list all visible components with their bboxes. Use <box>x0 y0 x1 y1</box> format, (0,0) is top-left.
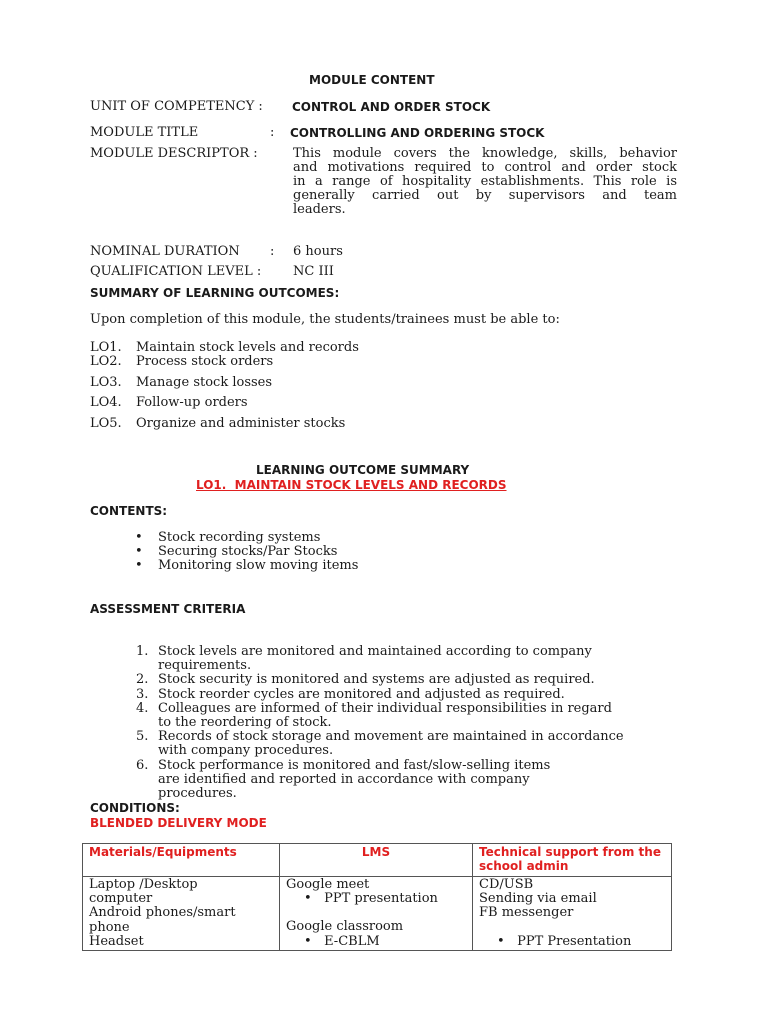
materials-line: computer <box>89 891 153 907</box>
materials-cell <box>83 877 280 951</box>
criterion-line: with company procedures. <box>158 743 334 759</box>
criterion-line: are identified and reported in accordance with company <box>158 771 530 787</box>
criterion-item: 3. Stock reorder cycles are monitored and adjusted as required. <box>136 686 565 702</box>
bullet-icon: • <box>135 558 143 574</box>
list-item: • Monitoring slow moving items <box>135 558 359 574</box>
lms-cell <box>280 877 473 951</box>
list-item: • Securing stocks/Par Stocks <box>135 544 338 560</box>
header-technical-support: Technical support from the school admin <box>473 844 672 877</box>
descriptor-line: generally carried out by supervisors and team <box>293 188 677 203</box>
criterion-line: procedures. <box>158 786 237 802</box>
support-line: Sending via email <box>479 891 597 907</box>
nominal-duration-label: NOMINAL DURATION <box>90 244 240 259</box>
lo-text: Process stock orders <box>136 354 274 369</box>
list-item: • Stock recording systems <box>135 530 321 545</box>
lo-text: Maintain stock levels and records <box>136 340 359 355</box>
module-content-heading: MODULE CONTENT <box>309 73 435 87</box>
lo-code: LO5. <box>90 416 122 431</box>
lms-google-classroom: Google classroom <box>286 919 404 935</box>
descriptor-line: and motivations required to control and order stock <box>293 160 677 175</box>
criterion-item: 2. Stock security is monitored and systems are adjusted as required. <box>136 672 595 688</box>
criterion-item: 6. Stock performance is monitored and fast/slow-selling items <box>136 757 551 773</box>
lo-text: Organize and administer stocks <box>136 416 346 431</box>
nominal-duration-value: 6 hours <box>293 244 343 259</box>
lo-text: Manage stock losses <box>136 375 273 390</box>
contents-heading: CONTENTS: <box>90 504 168 518</box>
contents-list <box>135 530 359 574</box>
nominal-duration-colon: : <box>270 244 275 259</box>
unit-of-competency-value: CONTROL AND ORDER STOCK <box>292 100 491 114</box>
descriptor-line: This module covers the knowledge, skills, behavior <box>293 146 677 161</box>
module-title-value: CONTROLLING AND ORDERING STOCK <box>290 126 545 140</box>
module-descriptor-label: MODULE DESCRIPTOR : <box>90 146 258 161</box>
materials-line: Laptop /Desktop <box>89 877 198 892</box>
bullet-icon: • <box>304 933 312 949</box>
bullet-icon: • <box>304 891 312 907</box>
support-list-item: • PPT Presentation <box>497 933 632 949</box>
lo1-heading: LO1. MAINTAIN STOCK LEVELS AND RECORDS <box>196 478 507 492</box>
lo-text: Follow-up orders <box>136 395 248 410</box>
support-line: FB messenger <box>479 905 574 921</box>
support-line: CD/USB <box>479 877 534 892</box>
criterion-item: 4. Colleagues are informed of their individual responsibilities in regard <box>136 700 612 716</box>
lms-google-meet: Google meet <box>286 877 370 892</box>
criteria-list <box>136 644 624 802</box>
bullet-icon: • <box>135 544 143 560</box>
qualification-level-value: NC III <box>293 264 334 279</box>
descriptor-line: in a range of hospitality establishments. This role is <box>293 174 677 189</box>
header-materials: Materials/Equipments <box>83 844 280 877</box>
unit-of-competency-label: UNIT OF COMPETENCY : <box>90 99 263 114</box>
table-header-row <box>83 844 672 877</box>
bullet-icon: • <box>135 530 143 545</box>
module-title-label: MODULE TITLE <box>90 125 199 140</box>
conditions-heading: CONDITIONS: <box>90 801 180 815</box>
materials-line: Android phones/smart <box>89 905 236 921</box>
summary-heading: SUMMARY OF LEARNING OUTCOMES: <box>90 286 340 300</box>
conditions-table <box>82 843 672 951</box>
lo-code: LO3. <box>90 375 122 390</box>
materials-line: Headset <box>89 933 144 949</box>
lms-list-item: • E-CBLM <box>304 933 380 949</box>
lms-list-item: • PPT presentation <box>304 891 438 907</box>
criterion-item: 1. Stock levels are monitored and maintained according to company <box>136 644 592 659</box>
header-lms: LMS <box>280 844 473 877</box>
criterion-item: 5. Records of stock storage and movement are maintained in accordance <box>136 729 624 745</box>
support-cell <box>473 877 672 951</box>
delivery-mode: BLENDED DELIVERY MODE <box>90 816 267 830</box>
assessment-criteria-heading: ASSESSMENT CRITERIA <box>90 602 246 616</box>
module-title-colon: : <box>270 125 275 140</box>
descriptor-line: leaders. <box>293 202 346 217</box>
bullet-icon: • <box>497 933 505 949</box>
criterion-line: to the reordering of stock. <box>158 715 332 731</box>
lo-code: LO2. <box>90 354 122 369</box>
materials-line: phone <box>89 919 130 935</box>
lo-code: LO4. <box>90 395 122 410</box>
lo-summary-heading: LEARNING OUTCOME SUMMARY <box>256 463 470 477</box>
lo-code: LO1. <box>90 340 122 355</box>
table-row <box>83 877 672 951</box>
criterion-line: requirements. <box>158 658 252 674</box>
summary-intro: Upon completion of this module, the students/trainees must be able to: <box>90 312 560 327</box>
qualification-level-label: QUALIFICATION LEVEL : <box>90 264 262 279</box>
